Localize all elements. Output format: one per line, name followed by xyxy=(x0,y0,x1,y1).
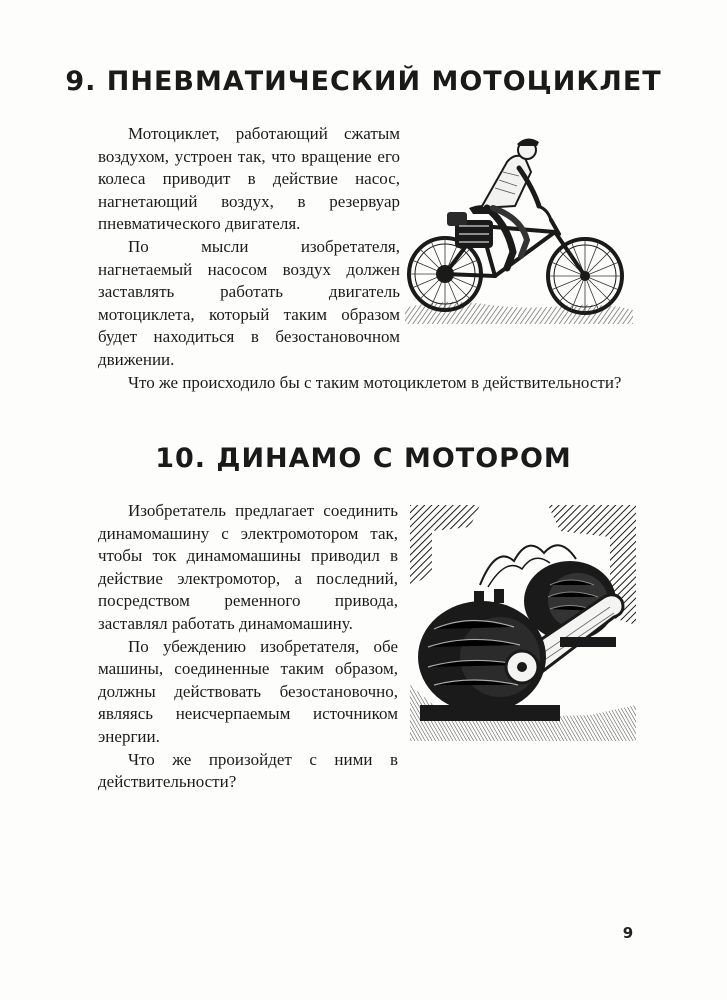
page-number: 9 xyxy=(622,924,634,942)
paragraph: По убеждению изобретателя, обе машины, соединенные таким образом, должны действовать безостановочно, являясь неисчерпаемым источником энергии. xyxy=(98,636,398,746)
paragraph: Что же произойдет с ними в действительности? xyxy=(98,749,398,792)
section-title-dynamo-with-motor: 10. ДИНАМО С МОТОРОМ xyxy=(155,443,572,474)
section-question-pneumatic-motorcycle xyxy=(98,372,638,395)
paragraph: Что же происходило бы с таким мотоциклетом в действительности? xyxy=(128,373,622,392)
section-title-pneumatic-motorcycle: 9. ПНЕВМАТИЧЕСКИЙ МОТОЦИКЛЕТ xyxy=(65,66,662,97)
paragraph: Изобретатель предлагает соединить динамомашину с электромотором так, чтобы ток динамомашины приводил в действие электромотор, а последний, посредством ременного привода, заставлял работать динамомашину. xyxy=(98,501,398,633)
paragraph: По мысли изобретателя, нагнетаемый насосом воздух должен заставлять работать двигатель мотоциклета, который таким образом будет находиться в безостановочном движении. xyxy=(98,236,400,369)
section-text-pneumatic-motorcycle xyxy=(98,123,400,372)
paragraph: Мотоциклет, работающий сжатым воздухом, устроен так, что вращение его колеса приводит в действие насос, нагнетающий воздух, в резервуар пневматического двигателя. xyxy=(98,124,400,234)
section-text-dynamo-with-motor xyxy=(98,500,398,794)
dynamo-motor-engraving xyxy=(410,505,636,741)
motorcycle-rider-engraving xyxy=(403,128,635,328)
